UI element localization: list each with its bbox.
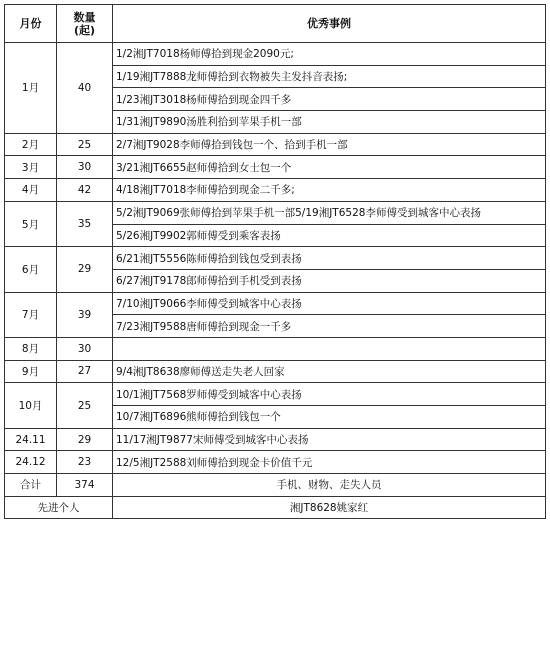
example-cell: 9/4湘JT8638廖师傅送走失老人回家 <box>113 360 546 383</box>
count-cell: 30 <box>57 337 113 360</box>
month-cell: 6月 <box>5 247 57 292</box>
example-cell: 10/7湘JT6896熊师傅拾到钱包一个 <box>113 406 546 429</box>
table-row <box>5 292 546 315</box>
table-row <box>5 451 546 474</box>
count-cell: 29 <box>57 247 113 292</box>
total-row <box>5 474 546 497</box>
table-row <box>5 383 546 406</box>
header-count-line1: 数量 <box>73 10 96 24</box>
month-cell: 3月 <box>5 156 57 179</box>
example-cell: 1/23湘JT3018杨师傅拾到现金四千多 <box>113 88 546 111</box>
table-row <box>5 156 546 179</box>
table-row <box>5 133 546 156</box>
table-row <box>5 428 546 451</box>
count-cell: 25 <box>57 133 113 156</box>
count-cell: 29 <box>57 428 113 451</box>
count-cell: 30 <box>57 156 113 179</box>
count-cell: 40 <box>57 43 113 134</box>
example-cell: 2/7湘JT9028李师傅拾到钱包一个、拾到手机一部 <box>113 133 546 156</box>
advanced-name: 湘JT8628姚家红 <box>113 496 546 519</box>
example-cell <box>113 337 546 360</box>
month-cell: 4月 <box>5 179 57 202</box>
month-cell: 10月 <box>5 383 57 428</box>
advanced-label: 先进个人 <box>5 496 113 519</box>
total-summary: 手机、财物、走失人员 <box>113 474 546 497</box>
total-label: 合计 <box>5 474 57 497</box>
count-cell: 35 <box>57 201 113 246</box>
example-cell: 5/2湘JT9069张师傅拾到苹果手机一部5/19湘JT6528李师傅受到城客中心表扬 <box>113 201 546 224</box>
example-cell: 1/2湘JT7018杨师傅拾到现金2090元; <box>113 43 546 66</box>
example-cell: 6/27湘JT9178郎师傅拾到手机受到表扬 <box>113 269 546 292</box>
month-cell: 24.12 <box>5 451 57 474</box>
month-cell: 8月 <box>5 337 57 360</box>
table-row <box>5 43 546 66</box>
month-cell: 1月 <box>5 43 57 134</box>
header-count-line2: (起) <box>73 23 96 37</box>
example-cell: 12/5湘JT2588刘师傅拾到现金卡价值千元 <box>113 451 546 474</box>
month-cell: 7月 <box>5 292 57 337</box>
example-cell: 7/23湘JT9588唐师傅拾到现金一千多 <box>113 315 546 338</box>
header-row <box>5 5 546 43</box>
count-cell: 23 <box>57 451 113 474</box>
example-cell: 3/21湘JT6655赵师傅拾到女士包一个 <box>113 156 546 179</box>
total-count: 374 <box>57 474 113 497</box>
example-cell: 10/1湘JT7568罗师傅受到城客中心表扬 <box>113 383 546 406</box>
count-cell: 42 <box>57 179 113 202</box>
header-month: 月份 <box>5 5 57 43</box>
count-cell: 25 <box>57 383 113 428</box>
month-cell: 5月 <box>5 201 57 246</box>
example-cell: 4/18湘JT7018李师傅拾到现金二千多; <box>113 179 546 202</box>
header-count <box>57 5 113 43</box>
example-cell: 6/21湘JT5556陈师傅拾到钱包受到表扬 <box>113 247 546 270</box>
header-examples: 优秀事例 <box>113 5 546 43</box>
table-row <box>5 360 546 383</box>
table-row <box>5 247 546 270</box>
example-cell: 1/31湘JT9890汤胜利拾到苹果手机一部 <box>113 111 546 134</box>
example-cell: 1/19湘JT7888龙师傅拾到衣物被失主发抖音表扬; <box>113 65 546 88</box>
month-cell: 2月 <box>5 133 57 156</box>
table-row <box>5 337 546 360</box>
month-cell: 24.11 <box>5 428 57 451</box>
example-cell: 11/17湘JT9877宋师傅受到城客中心表扬 <box>113 428 546 451</box>
advanced-row <box>5 496 546 519</box>
table-row <box>5 201 546 224</box>
example-cell: 7/10湘JT9066李师傅受到城客中心表扬 <box>113 292 546 315</box>
table-row <box>5 179 546 202</box>
count-cell: 27 <box>57 360 113 383</box>
excellent-cases-table <box>4 4 546 519</box>
month-cell: 9月 <box>5 360 57 383</box>
example-cell: 5/26湘JT9902郭师傅受到乘客表扬 <box>113 224 546 247</box>
count-cell: 39 <box>57 292 113 337</box>
